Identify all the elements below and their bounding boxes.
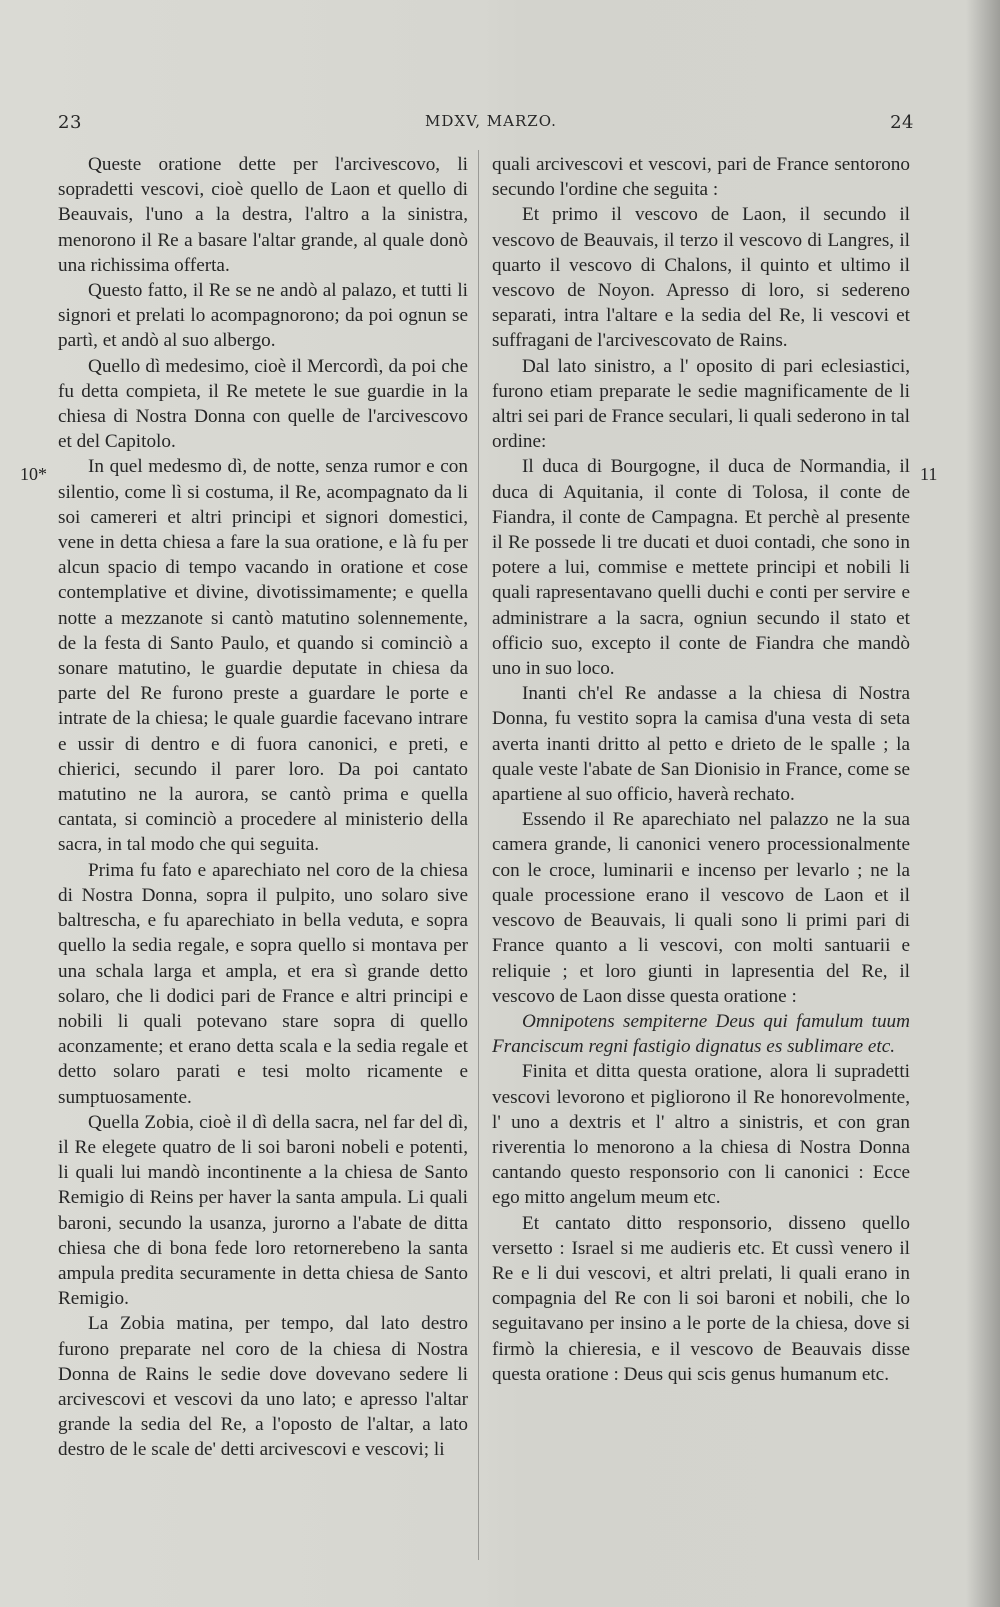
paragraph: Questo fatto, il Re se ne andò al palazo, et tutti li signori et prelati lo acompagnorono; da poi ognun se partì, et andò al suo albergo.	[58, 280, 468, 352]
right-text-column	[492, 152, 910, 1387]
paragraph: Dal lato sinistro, a l' oposito di pari eclesiastici, furono etiam preparate le sedie magnificamente de li altri sei pari de France seculari, li quali sederono in tal ordine:	[492, 355, 910, 453]
page-number-right: 24	[890, 112, 914, 133]
paragraph: quali arcivescovi et vescovi, pari de France sentorono secundo l'ordine che seguita :	[492, 154, 910, 201]
paragraph: Inanti ch'el Re andasse a la chiesa di Nostra Donna, fu vestito sopra la camisa d'una vesta di seta averta inanti dritto al petto e drieto de le spalle ; la quale veste l'abate de San Dionisio in France, come se apartiene al suo officio, haverà rechato.	[492, 683, 910, 806]
paragraph: Et primo il vescovo de Laon, il secundo il vescovo de Beauvais, il terzo il vescovo di Langres, il quarto il vescovo di Chalons, il quinto et ultimo il vescovo de Noyon. Apresso di loro, si sedereno separati, intra l'altare e la sedia del Re, li vescovi et suffragani de l'arcivescovato de Rains.	[492, 204, 910, 352]
paragraph: Il duca di Bourgogne, il duca de Normandia, il duca di Aquitania, il conte di Tolosa, il conte de Fiandra, il conte de Campagna. Et perchè al presente il Re possede li tre ducati et duoi contadi, che sono in potere a lui, commise e mettete principi et nobili li quali rapresentavano quelli duchi e conti per servire e administrare a la sacra, ogniun secundo il stato et officio suo, excepto il conte de Fiandra che mandò uno in suo loco.	[492, 456, 910, 680]
paragraph: La Zobia matina, per tempo, dal lato destro furono preparate nel coro de la chiesa di Nostra Donna de Rains le sedie dove dovevano sedere li arcivescovi et vescovi da uno lato; e apresso l'altar grande la sedia del Re, a l'oposto de l'altar, a lato destro de le scale de' detti arcivescovi e vescovi; li	[58, 1313, 468, 1461]
paragraph: Quello dì medesimo, cioè il Mercordì, da poi che fu detta compieta, il Re metete le sue guardie in la chiesa di Nostra Donna con quelle de l'arcivescovo et del Capitolo.	[58, 355, 468, 453]
paragraph: Finita et ditta questa oratione, alora li supradetti vescovi levorono et pigliorono il Re honorevolmente, l' uno a dextris et l' altro a sinistris, et con gran riverentia lo menorono a la chiesa di Nostra Donna cantando questo responsorio con li canonici : Ecce ego mitto angelum meum etc.	[492, 1061, 910, 1209]
margin-number-right: 11	[920, 464, 938, 484]
page-edge-shadow	[966, 0, 1000, 1607]
paragraph: Quella Zobia, cioè il dì della sacra, nel far del dì, il Re elegete quatro de li soi baroni nobeli e potenti, li quali lui mandò incontinente a la chiesa de Santo Remigio di Reins per haver la santa ampula. Li quali baroni, secundo la usanza, jurorno a l'abate de ditta chiesa che di bona fede loro retornerebeno la santa ampula predita securamente in detta chiesa de Santo Remigio.	[58, 1111, 468, 1310]
paragraph: Et cantato ditto responsorio, disseno quello versetto : Israel si me audieris etc. Et cussì venero il Re e li dui vescovi, et altri prelati, li quali erano in compagnia del Re con li soi baroni et nobili, che lo seguitavano per insino a le porte de la chiesa, dove si firmò la chieresia, e il vescovo de Beauvais disse questa oratione : Deus qui scis genus humanum etc.	[492, 1212, 910, 1385]
paragraph: In quel medesmo dì, de notte, senza rumor e con silentio, come lì si costuma, il Re, acompagnato da li soi camereri et altri principi et signori domestici, vene in detta chiesa a fare la sua oratione, e là fu per alcun spacio di tempo vacando in oratione et cose contemplative et divine, divotissimamente; e quella notte a mezzanote si cantò matutino solennemente, de la festa di Santo Paulo, et quando si cominciò a sonare matutino, le guardie deputate in chiesa da parte del Re furono preste a guardare le porte e intrate de la chiesa; le quale guardie facevano intrare e ussir di dentro e di fuora canonici, e preti, e chierici, secundo il parer loro. Da poi cantato matutino ne la aurora, se cantò prima e quella cantata, si cominciò a procedere al ministerio della sacra, in tal modo che qui seguita.	[58, 456, 468, 856]
running-title: MDXV, MARZO.	[425, 112, 557, 130]
paragraph: Essendo il Re aparechiato nel palazzo ne la sua camera grande, li canonici venero processionalmente con le croce, luminarii e incenso per levarlo ; ne la quale processione erano il vescovo de Laon et il vescovo de Beauvais, li quali sono li primi pari di France quanto a li vescovi, con molti santuarii e reliquie ; et loro giunti in lapresentia del Re, il vescovo de Laon disse questa oratione :	[492, 809, 910, 1007]
paragraph: Queste oratione dette per l'arcivescovo, li sopradetti vescovi, cioè quello de Laon et quello di Beauvais, l'uno a la destra, l'altro a la sinistra, menorono il Re a basare l'altar grande, al quale donò una richissima offerta.	[58, 154, 468, 276]
column-divider	[478, 150, 479, 1560]
paragraph: Prima fu fato e aparechiato nel coro de la chiesa di Nostra Donna, sopra il pulpito, uno solaro sive baltrescha, e fu aparechiato in bella veduta, e sopra quello la sedia regale, e sopra quello si montava per una schala larga et ampla, et era sì grande detto solaro, che li dodici pari de France e altri principi e nobili li quali potevano stare sopra di quello aconzamente; et erano detta scala e la sedia regale et detto solaro parati e tesi molto ricamente e sumptuosamente.	[58, 859, 468, 1108]
left-text-column	[58, 152, 468, 1463]
margin-number-left: 10*	[20, 464, 47, 484]
page-number-left: 23	[58, 112, 82, 133]
paragraph: Omnipotens sempiterne Deus qui famulum tuum Franciscum regni fastigio dignatus es sublimare etc.	[492, 1010, 910, 1058]
